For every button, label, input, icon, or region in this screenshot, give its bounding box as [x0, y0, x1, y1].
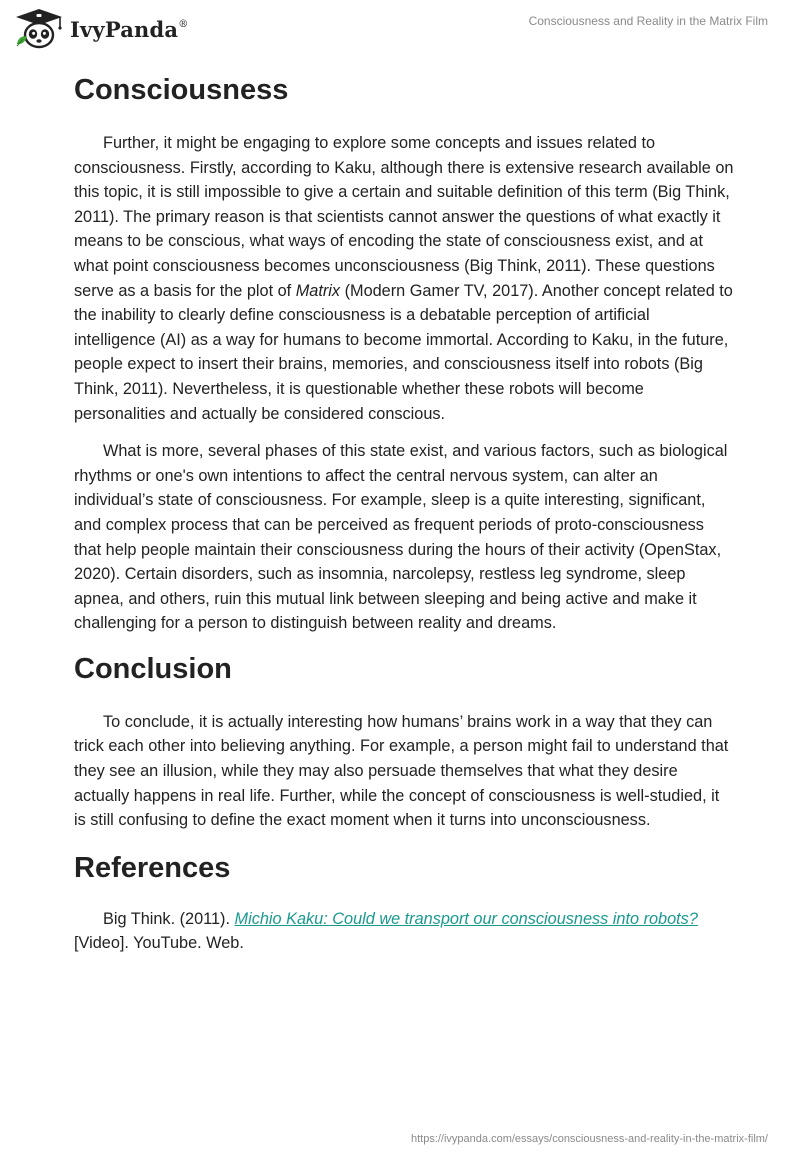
- essay-content: [74, 70, 734, 956]
- footer-url: https://ivypanda.com/essays/consciousness-and-reality-in-the-matrix-film/: [410, 1133, 768, 1145]
- reference-prefix: Big Think. (2011).: [103, 909, 235, 928]
- heading-conclusion: Conclusion: [74, 652, 232, 685]
- heading-references: References: [74, 851, 231, 884]
- paragraph-consciousness-2: What is more, several phases of this state exist, and various factors, such as biological rhythms or one's own intentions to affect the central nervous system, can alter an individual’s state of consciousness. For example, sleep is a quite interesting, significant, and complex process that can be perceived as frequent periods of proto-consciousness that help people maintain their consciousness during the hours of their activity (OpenStax, 2020). Certain disorders, such as insomnia, narcolepsy, restless leg syndrome, sleep apnea, and others, ruin this mutual link between sleeping and being active and make it challenging for a person to distinguish between reality and dreams.: [74, 442, 728, 633]
- paragraph-text: (Modern Gamer TV, 2017). Another concept related to the inability to clearly define consciousness is a debatable perception of artificial intelligence (AI) as a way for humans to become immortal. According to Kaku, in the future, people expect to insert their brains, memories, and consciousness itself into robots (Big Think, 2011). Nevertheless, it is questionable whether these robots will become personalities and actually be considered conscious.: [74, 281, 733, 423]
- reference-suffix: [Video]. YouTube. Web.: [74, 934, 244, 953]
- paragraph-text: Further, it might be engaging to explore some concepts and issues related to consciousness. Firstly, according to Kaku, although there is extensive research available on this topic, it is still impossible to give a certain and suitable definition of this term (Big Think, 2011). The primary reason is that scientists cannot answer the questions of what exactly it means to be conscious, what ways of encoding the state of consciousness exist, and at what point consciousness becomes unconsciousness (Big Think, 2011). These questions serve as a basis for the plot of: [74, 134, 734, 300]
- paragraph-consciousness-1: [74, 131, 734, 426]
- reference-link[interactable]: Michio Kaku: Could we transport our consciousness into robots?: [234, 909, 698, 928]
- reference-entry: [74, 907, 734, 956]
- heading-consciousness: Consciousness: [74, 74, 289, 106]
- paragraph-conclusion: To conclude, it is actually interesting how humans’ brains work in a way that they can trick each other into believing anything. For example, a person might fail to understand that they see an illusion, while they may also persuade themselves that what they desire actually happens in real life. Further, while the concept of consciousness is well-studied, it is still confusing to define the exact moment when it turns into unconsciousness.: [74, 712, 729, 830]
- brand-name: IvyPanda®: [70, 16, 189, 42]
- registered-mark: ®: [178, 18, 189, 30]
- panda-graduate-icon: [14, 8, 64, 50]
- ivypanda-logo[interactable]: [14, 8, 188, 50]
- page-header: [0, 0, 800, 60]
- film-title-italic: Matrix: [295, 281, 341, 300]
- document-title: Consciousness and Reality in the Matrix Film: [528, 14, 768, 28]
